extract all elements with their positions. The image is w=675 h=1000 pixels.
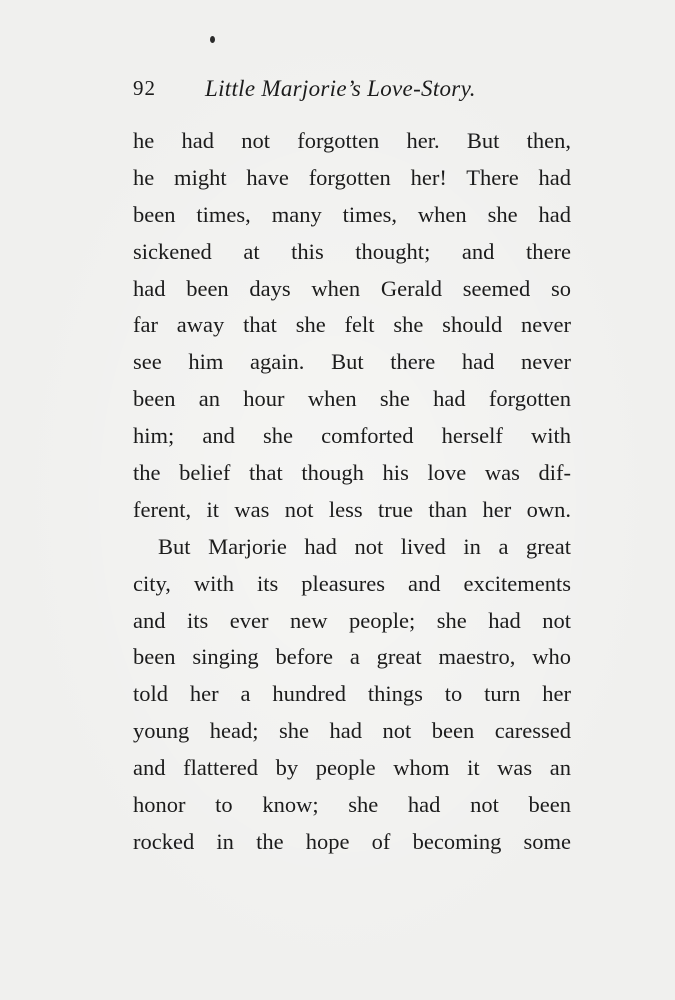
- text-line: ferent, it was not less true than her own.: [133, 496, 571, 522]
- text-line: young head; she had not been caressed: [133, 718, 571, 744]
- text-line: see him again. But there had never: [133, 349, 571, 375]
- page-header: [133, 76, 573, 106]
- text-line: told her a hundred things to turn her: [133, 681, 571, 707]
- text-line: and flattered by people whom it was an: [133, 755, 571, 781]
- text-line: been singing before a great maestro, who: [133, 644, 571, 670]
- text-line: he might have forgotten her! There had: [133, 164, 571, 190]
- text-line: been an hour when she had forgotten: [133, 386, 571, 412]
- text-line: and its ever new people; she had not: [133, 607, 571, 633]
- text-line: the belief that though his love was dif-: [133, 460, 571, 486]
- text-line: far away that she felt she should never: [133, 312, 571, 338]
- text-line: him; and she comforted herself with: [133, 423, 571, 449]
- text-line: had been days when Gerald seemed so: [133, 275, 571, 301]
- text-line: rocked in the hope of becoming some: [133, 828, 571, 854]
- ink-speck: [210, 36, 215, 43]
- text-line: been times, many times, when she had: [133, 201, 571, 227]
- body-text: [133, 123, 571, 861]
- running-title: Little Marjorie’s Love-Story.: [205, 76, 476, 101]
- text-line: city, with its pleasures and excitements: [133, 570, 571, 596]
- page-number: 92: [133, 76, 156, 100]
- text-line: sickened at this thought; and there: [133, 238, 571, 264]
- text-line: But Marjorie had not lived in a great: [158, 533, 571, 559]
- text-line: he had not forgotten her. But then,: [133, 128, 571, 153]
- text-line: honor to know; she had not been: [133, 792, 571, 818]
